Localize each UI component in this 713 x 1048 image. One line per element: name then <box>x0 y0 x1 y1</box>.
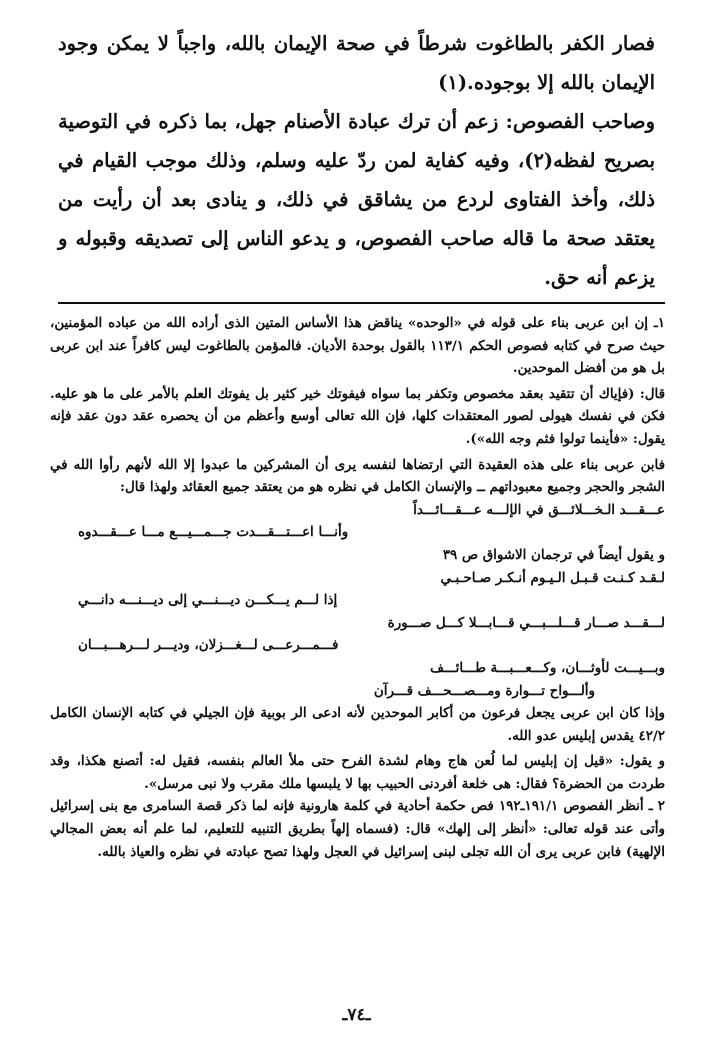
footnote-2: ٢ ـ أنظر الفصوص ١٩١/١ـ١٩٢ فص حكمة أحادية في كلمة هارونية فإنه لما ذكر قصة السامرى مع بنى إسرائيل وأتى عند قوله تعالى: «أنظر إلى إلهك» قال: (فسماه إلهاً بطريق التنبيه للتعليم، لما علم أنه بعض المجالي الإلهية) فابن عربى يرى أن الله تجلى لبنى إسرائيل في العجل ولهذا تصح عبادته في نظره والعياذ بالله. <box>50 798 665 860</box>
footnote-1-part-d: و يقول أيضاً في ترجمان الاشواق ص ٣٩ <box>442 546 665 563</box>
footnote-1-part-b: قال: (فإياك أن تتقيد بعقد مخصوص وتكفر بما سواه فيفوتك خير كثير بل يفوتك العلم بالأمر على ما هو عليه. فكن في نفسك هيولى لصور المعتقدات كلها، فإن الله تعالى أوسع وأعظم من أن يحصره عقد دون عقد فإنه يقول: «فأينما تولوا فثم وجه الله»). <box>50 385 665 447</box>
verse-2-line-3: لـــقـــد صـــار قـــلـــبـــي قـــابـــلا كـــل صـــورة <box>387 614 665 631</box>
main-paragraph-2: وصاحب الفصوص: زعم أن ترك عبادة الأصنام جهل، بما ذكره في التوصية بصريح لفظه(٢)، وفيه كفاية لمن ردّ عليه وسلم، وذلك موجب القيام في ذلك، وأخذ الفتاوى لردع من يشاقق في ذلك، و ينادى بعد أن رأيت من يعتقد صحة ما قاله صاحب الفصوص، و يدعو الناس إلى تصديقه وقبوله و يزعم أنه حق. <box>58 110 656 289</box>
verse-1-line-2: وأنـــا اعـــتـــقـــدت جـــمـــيـــع مـــا عـــقـــدوه <box>78 524 349 541</box>
verse-2-line-4: فـــمـــرعـــى لـــغـــزلان، وديـــر لـــرهـــبـــان <box>78 637 339 654</box>
footnote-1-part-c: فابن عربى بناء على هذه العقيدة التي ارتضاها لنفسه يرى أن المشركين ما عبدوا إلا الله لأنهم رأوا الله في الشجر والحجر وجميع معبوداتهم ــ والإنسان الكامل في نظره هو من يعتقد جميع العقائد ولهذا قال: <box>50 456 665 496</box>
footnote-separator <box>58 302 665 304</box>
main-text <box>58 24 655 297</box>
footnotes <box>50 312 665 863</box>
footnote-1-part-a: ١ـ إن ابن عربى بناء على قوله في «الوحده» يناقض هذا الأساس المتين الذى أراده الله من عباده المؤمنين، حيث صرح في كتابه فصوص الحكم ١١٣/١ بالقول بوحدة الأديان. فالمؤمن بالطاغوت ليس كافراً عند ابن عربى بل هو من أفضل الموحدين. <box>50 315 665 377</box>
verse-1-line-1: عـــقـــد الـخـــلائـــق في الإلـــه عـــقـــائـــداً <box>413 501 665 518</box>
verse-2-line-6: وألـــواح تـــوارة ومـــصـــحـــف قـــرآن <box>373 682 595 699</box>
verse-2-line-5: وبـــيـــت لأوثـــان، وكـــعـــبـــة طـــائـــف <box>430 659 665 676</box>
footnote-1-part-e: وإذا كان ابن عربى يجعل فرعون من أكابر الموحدين لأنه ادعى الر بوبية فإن الجيلي في كتابه الإنسان الكامل ٤٢/٢ يقدس إبليس عدو الله. <box>50 705 665 744</box>
verse-2-line-1: لـقـد كـنـت قـبـل الـيـوم أنـكـر صـاحـبـي <box>440 569 665 586</box>
verse-2-line-2: إذا لـــم يـــكـــن ديـــنـــي إلى ديـــنـــه دانـــي <box>78 592 338 609</box>
footnote-1-part-f: و يقول: «قيل إن إبليس لما لُعن هاج وهام لشدة الفرح حتى ملأ العالم بنفسه، فقيل له: أتصنع هكذا، وقد طردت من الحضرة؟ فقال: هى خلعة أفردنى الحبيب بها لا يلبسها ملك مقرب ولا نبى مرسل». <box>50 753 665 792</box>
main-paragraph-1: فصار الكفر بالطاغوت شرطاً في صحة الإيمان بالله، واجباً لا يمكن وجود الإيمان بالله إلا بوجوده.(١) <box>58 32 655 94</box>
page-number: ـ٧٤ـ <box>342 1005 371 1025</box>
